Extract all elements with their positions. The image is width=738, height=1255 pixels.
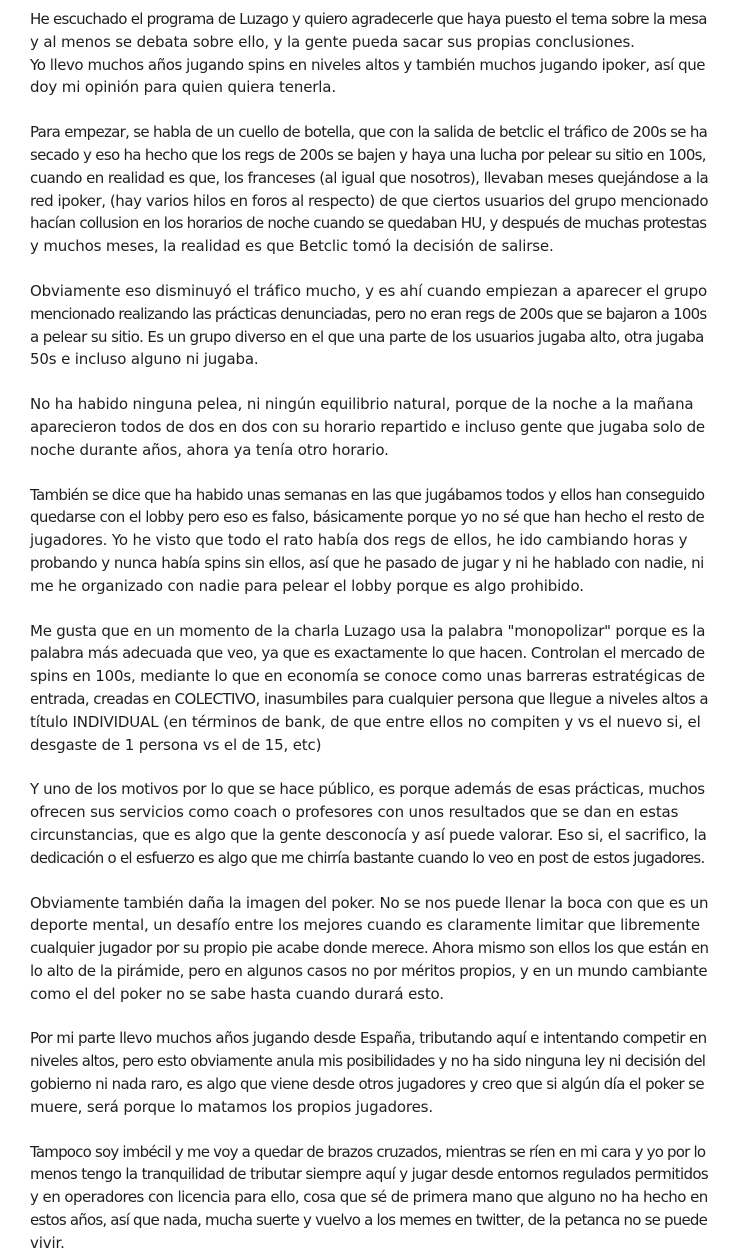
paragraph-line: vivir.	[30, 1233, 65, 1252]
paragraph-line: He escuchado el programa de Luzago y quiero agradecerle que haya puesto el tema sobre la mesa	[30, 10, 707, 28]
paragraph-line: spins en 100s, mediante lo que en economía se conoce como unas barreras estratégicas de	[30, 667, 705, 686]
paragraph-line: secado y eso ha hecho que los regs de 200s se bajen y haya una lucha por pelear su sitio en 100s,	[30, 145, 706, 164]
paragraph-line: Me gusta que en un momento de la charla Luzago usa la palabra "monopolizar" porque es la	[30, 621, 706, 640]
paragraph-line: a pelear su sitio. Es un grupo diverso en el que una parte de los usuarios jugaba alto, otra jugaba	[30, 327, 704, 346]
paragraph-line: red ipoker, (hay varios hilos en foros al respecto) de que ciertos usuarios del grupo mencionado	[30, 191, 709, 210]
post-paragraph	[30, 1141, 708, 1255]
paragraph-line: desgaste de 1 persona vs el de 15, etc)	[30, 735, 322, 754]
paragraph-line: Tampoco soy imbécil y me voy a quedar de brazos cruzados, mientras se ríen en mi cara y yo por lo	[30, 1142, 706, 1161]
paragraph-line: circunstancias, que es algo que la gente desconocía y así puede valorar. Eso si, el sacrifico, la	[30, 825, 707, 844]
paragraph-line: cuando en realidad es que, los franceses (al igual que nosotros), llevaban meses quejándose a la	[30, 168, 709, 187]
paragraph-line: me he organizado con nadie para pelear el lobby porque es algo prohibido.	[30, 576, 584, 595]
paragraph-line: palabra más adecuada que veo, ya que es exactamente lo que hacen. Controlan el mercado de	[30, 644, 705, 663]
paragraph-line: niveles altos, pero esto obviamente anula mis posibilidades y no ha sido ninguna ley ni decisión del	[30, 1052, 706, 1071]
paragraph-line: 50s e incluso alguno ni jugaba.	[30, 350, 259, 369]
post-paragraph	[30, 892, 708, 1006]
paragraph-line: menos tengo la tranquilidad de tributar siempre aquí y jugar desde entornos regulados permitidos	[30, 1165, 709, 1184]
post-paragraph	[30, 121, 708, 258]
paragraph-line: ofrecen sus servicios como coach o profesores con unos resultados que se dan en estas	[30, 803, 679, 822]
paragraph-line: muere, será porque lo matamos los propios jugadores.	[30, 1097, 433, 1116]
paragraph-line: lo alto de la pirámide, pero en algunos casos no por méritos propios, y en un mundo cambiante	[30, 961, 708, 980]
post-paragraph	[30, 620, 708, 757]
paragraph-line: mencionado realizando las prácticas denunciadas, pero no eran regs de 200s que se bajaron a 100s	[30, 304, 707, 323]
paragraph-line: gobierno ni nada raro, es algo que viene desde otros jugadores y creo que si algún día el poker se	[30, 1075, 704, 1094]
paragraph-line: quedarse con el lobby pero eso es falso, básicamente porque yo no sé que han hecho el resto de	[30, 508, 705, 527]
paragraph-line: probando y nunca había spins sin ellos, así que he pasado de jugar y ni he hablado con nadie, ni	[30, 553, 704, 572]
paragraph-line: También se dice que ha habido unas semanas en las que jugábamos todos y ellos han conseguido	[30, 485, 705, 504]
paragraph-line: como el del poker no se sabe hasta cuando durará esto.	[30, 984, 444, 1003]
post-paragraph	[30, 778, 708, 869]
paragraph-line: deporte mental, un desafío entre los mejores cuando es claramente limitar que libremente	[30, 916, 701, 935]
paragraph-line: Y uno de los motivos por lo que se hace público, es porque además de esas prácticas, muchos	[30, 780, 705, 799]
paragraph-line: y al menos se debata sobre ello, y la gente pueda sacar sus propias conclusiones.	[30, 32, 635, 51]
paragraph-line: entrada, creadas en COLECTIVO, inasumbiles para cualquier persona que llegue a niveles altos a	[30, 689, 709, 708]
post-paragraph	[30, 8, 708, 99]
paragraph-line: aparecieron todos de dos en dos con su horario repartido e incluso gente que jugaba solo de	[30, 417, 705, 436]
paragraph-line: Yo llevo muchos años jugando spins en niveles altos y también muchos jugando ipoker, así que	[30, 55, 706, 74]
paragraph-line: estos años, así que nada, mucha suerte y vuelvo a los memes en twitter, de la petanca no se puede	[30, 1211, 708, 1230]
paragraph-line: dedicación o el esfuerzo es algo que me chirría bastante cuando lo veo en post de estos jugadores.	[30, 848, 705, 867]
paragraph-line: Para empezar, se habla de un cuello de botella, que con la salida de betclic el tráfico de 200s se ha	[30, 123, 708, 142]
paragraph-line: Obviamente también daña la imagen del poker. No se nos puede llenar la boca con que es un	[30, 893, 709, 912]
paragraph-line: cualquier jugador por su propio pie acabe donde merece. Ahora mismo son ellos los que están en	[30, 939, 709, 958]
post-paragraph	[30, 393, 708, 461]
paragraph-line: y muchos meses, la realidad es que Betclic tomó la decisión de salirse.	[30, 237, 554, 256]
post-paragraph	[30, 484, 708, 598]
post-paragraph	[30, 280, 708, 371]
paragraph-line: y en operadores con licencia para ello, cosa que sé de primera mano que alguno no ha hecho en	[30, 1188, 708, 1207]
paragraph-line: Por mi parte llevo muchos años jugando desde España, tributando aquí e intentando competir en	[30, 1029, 707, 1048]
paragraph-line: noche durante años, ahora ya tenía otro horario.	[30, 440, 389, 459]
paragraph-line: hacían collusion en los horarios de noche cuando se quedaban HU, y después de muchas protestas	[30, 214, 707, 233]
paragraph-line: Obviamente eso disminuyó el tráfico mucho, y es ahí cuando empiezan a aparecer el grupo	[30, 281, 707, 300]
paragraph-line: doy mi opinión para quien quiera tenerla.	[30, 78, 336, 97]
paragraph-line: título INDIVIDUAL (en términos de bank, de que entre ellos no compiten y vs el nuevo si, el	[30, 712, 701, 731]
paragraph-line: jugadores. Yo he visto que todo el rato había dos regs de ellos, he ido cambiando horas y	[30, 531, 688, 550]
post-paragraph	[30, 1027, 708, 1118]
paragraph-line: No ha habido ninguna pelea, ni ningún equilibrio natural, porque de la noche a la mañana	[30, 395, 694, 414]
